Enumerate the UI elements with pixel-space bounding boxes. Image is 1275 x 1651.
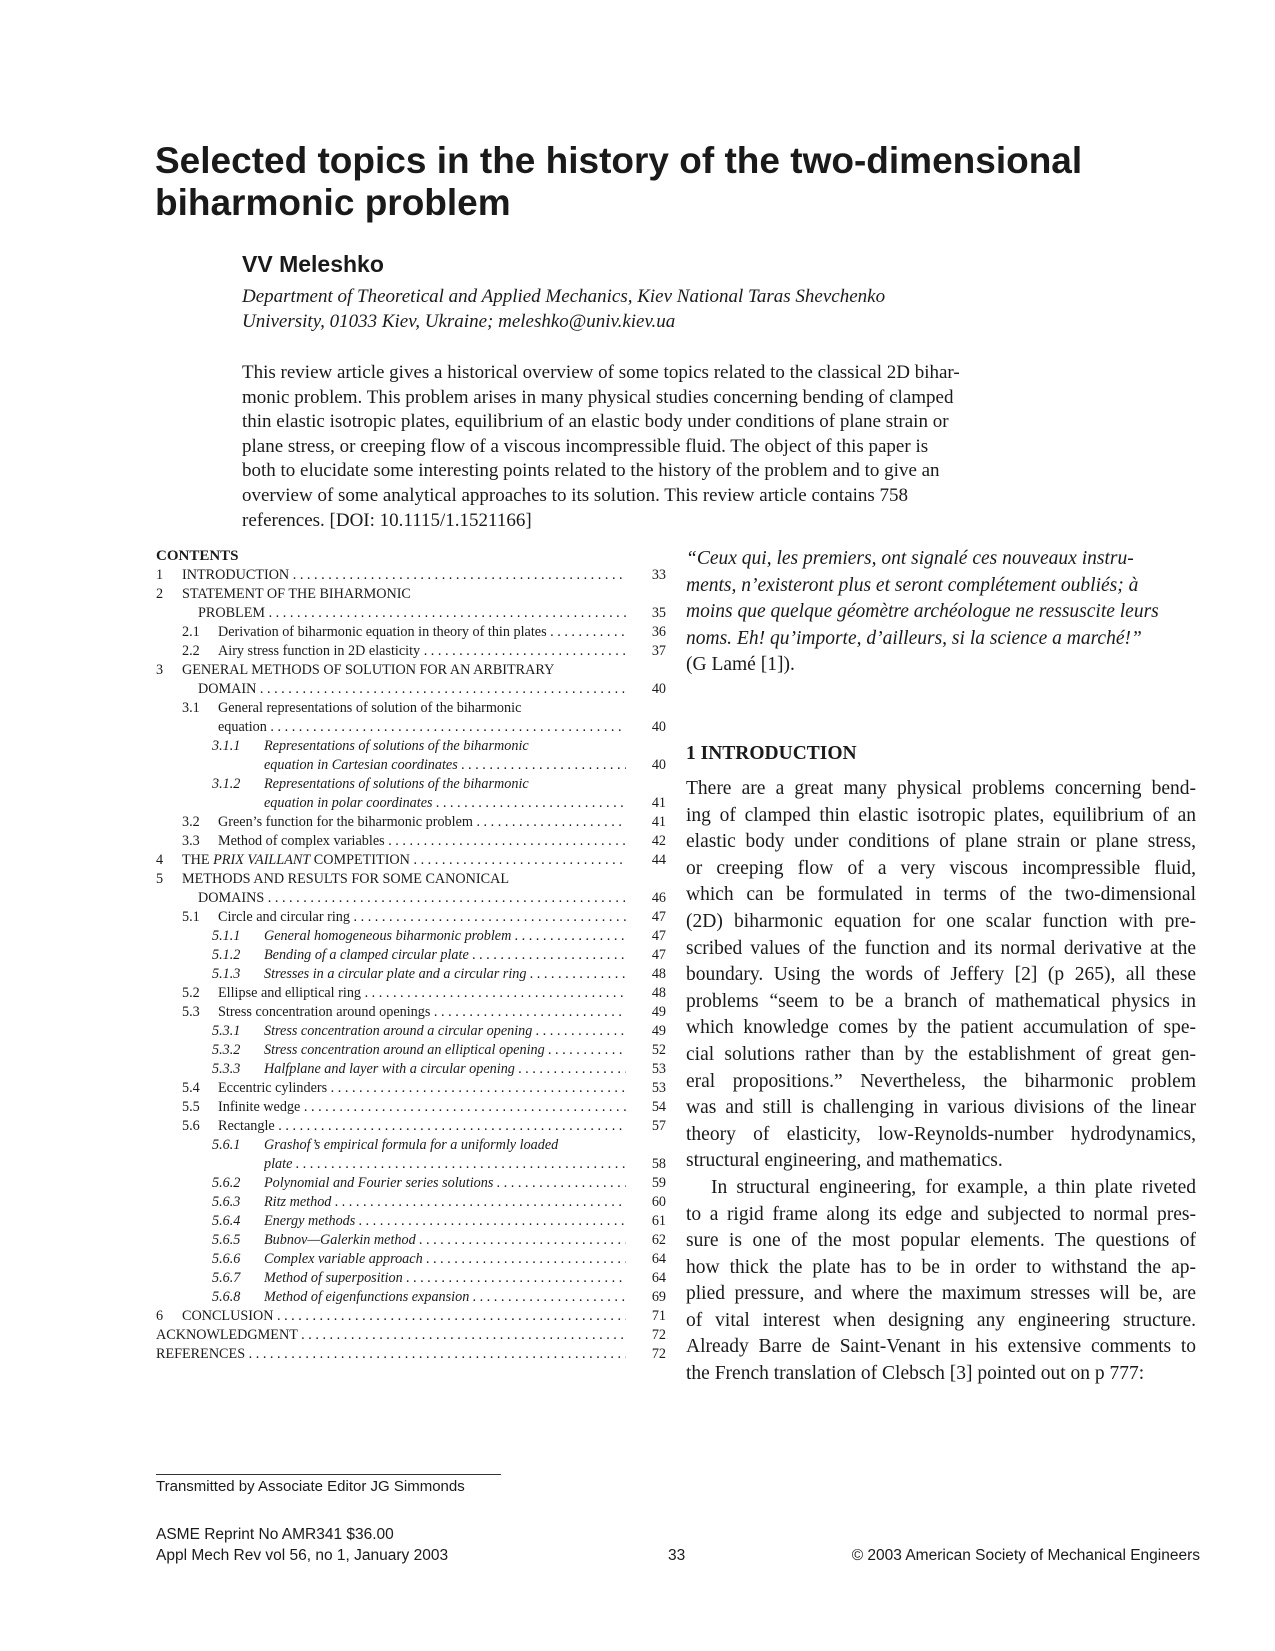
contents-entry-number: 5.6.2 — [212, 1175, 241, 1191]
contents-entry-page: 40 — [651, 757, 666, 773]
body-line: elastic body under conditions of plane strain or plane stress, — [686, 831, 1196, 853]
contents-entry-title: CONCLUSION . . . — [182, 1307, 626, 1326]
contents-entry-title: DOMAIN . . . — [198, 680, 626, 699]
contents-entry — [156, 984, 666, 1003]
contents-entry-page: 40 — [651, 681, 666, 697]
contents-entry-page: 40 — [651, 719, 666, 735]
author-affiliation — [242, 284, 1002, 334]
contents-entry-number: 5.3.3 — [212, 1061, 241, 1077]
contents-entry — [156, 851, 666, 870]
contents-entry — [156, 1174, 666, 1193]
contents-entry — [156, 1155, 666, 1174]
contents-entry-page: 49 — [651, 1004, 666, 1020]
contents-entry-page: 64 — [651, 1270, 666, 1286]
contents-entry — [156, 832, 666, 851]
page-number: 33 — [668, 1547, 686, 1564]
body-line: to a rigid frame along its edge and subjected to normal pres- — [686, 1203, 1196, 1225]
contents-entry-page: 33 — [651, 567, 666, 583]
contents-entry-page: 72 — [651, 1346, 666, 1362]
contents-entry — [156, 1079, 666, 1098]
article-title: Selected topics in the history of the two-dimensional biharmonic problem — [155, 140, 1083, 223]
contents-entry — [156, 699, 666, 718]
contents-entry-title: Ritz method . . . — [264, 1193, 626, 1212]
section-body — [686, 776, 1196, 1388]
contents-entry-page: 41 — [651, 814, 666, 830]
contents-entry-number: 5.6.1 — [212, 1137, 241, 1153]
reprint-info: ASME Reprint No AMR341 $36.00 — [156, 1526, 394, 1543]
contents-entry-title: Infinite wedge . . . — [218, 1098, 626, 1117]
contents-entry-title: General representations of solution of the biharmonic — [218, 700, 522, 716]
contents-entry — [156, 661, 666, 680]
contents-entry-title: Stress concentration around openings . . . — [218, 1003, 626, 1022]
contents-entry-page: 53 — [651, 1080, 666, 1096]
body-line: which can be formulated in terms of the two-dimensional — [686, 884, 1196, 906]
contents-entry-title: Stresses in a circular plate and a circular ring . . . — [264, 965, 626, 984]
contents-entry-page: 69 — [651, 1289, 666, 1305]
contents-entry-title: Polynomial and Fourier series solutions . . . — [264, 1174, 626, 1193]
contents-entry — [156, 1136, 666, 1155]
epigraph-line: noms. Eh! qu’importe, d’ailleurs, si la science a marché!” — [686, 627, 1142, 649]
contents-list — [156, 566, 666, 1364]
contents-entry — [156, 585, 666, 604]
contents-entry — [156, 1003, 666, 1022]
contents-entry-title: Green’s function for the biharmonic problem . . . — [218, 813, 626, 832]
contents-entry-title: Eccentric cylinders . . . — [218, 1079, 626, 1098]
contents-entry-title: Bending of a clamped circular plate . . . — [264, 946, 626, 965]
affiliation-line: Department of Theoretical and Applied Mechanics, Kiev National Taras Shevchenko — [242, 286, 886, 307]
author-name: VV Meleshko — [242, 251, 384, 277]
contents-entry-page: 62 — [651, 1232, 666, 1248]
contents-entry-number: 3.1.2 — [212, 776, 241, 792]
contents-entry-title: Stress concentration around an elliptical opening . . . — [264, 1041, 626, 1060]
contents-entry-number: 5.6.7 — [212, 1270, 241, 1286]
contents-entry — [156, 1041, 666, 1060]
contents-entry — [156, 642, 666, 661]
contents-entry — [156, 1022, 666, 1041]
affiliation-line: University, 01033 Kiev, Ukraine; meleshko@univ.kiev.ua — [242, 311, 676, 332]
contents-entry-number: 5.4 — [182, 1080, 200, 1096]
contents-entry — [156, 1326, 666, 1345]
contents-entry — [156, 1288, 666, 1307]
contents-entry — [156, 1098, 666, 1117]
contents-entry — [156, 566, 666, 585]
contents-entry-title: Method of superposition . . . — [264, 1269, 626, 1288]
contents-entry-number: 3.2 — [182, 814, 200, 830]
contents-entry-number: 5.3.1 — [212, 1023, 241, 1039]
contents-entry-number: 3.1.1 — [212, 738, 241, 754]
contents-entry-page: 64 — [651, 1251, 666, 1267]
contents-entry-page: 41 — [651, 795, 666, 811]
contents-entry-title: equation in Cartesian coordinates . . . — [264, 756, 626, 775]
contents-entry-number: 5.6.5 — [212, 1232, 241, 1248]
epigraph-line: “Ceux qui, les premiers, ont signalé ces nouveaux instru- — [686, 548, 1134, 569]
contents-entry-title: Representations of solutions of the biharmonic — [264, 738, 529, 754]
copyright-notice: © 2003 American Society of Mechanical Engineers — [851, 1547, 1200, 1564]
footnote-rule — [156, 1474, 501, 1475]
body-line: theory of elasticity, low-Reynolds-number hydrodynamics, — [686, 1123, 1196, 1145]
body-line: which knowledge comes by the patient accumulation of spe- — [686, 1017, 1196, 1039]
body-line: Already Barre de Saint-Venant in his extensive comments to — [686, 1336, 1196, 1358]
contents-entry — [156, 813, 666, 832]
contents-entry-page: 42 — [651, 833, 666, 849]
abstract — [242, 361, 1062, 533]
contents-entry-title: REFERENCES . . . — [156, 1345, 626, 1364]
body-line: problems “seem to be a branch of mathematical physics in — [686, 990, 1196, 1012]
abstract-line: plane stress, or creeping flow of a viscous incompressible fluid. The object of this paper is — [242, 435, 929, 457]
body-line: scribed values of the function and its normal derivative at the — [686, 937, 1196, 959]
contents-entry-title: ACKNOWLEDGMENT . . . — [156, 1326, 626, 1345]
contents-entry — [156, 889, 666, 908]
abstract-line: references. [DOI: 10.1115/1.1521166] — [242, 509, 532, 531]
contents-entry — [156, 604, 666, 623]
abstract-line: both to elucidate some interesting points related to the history of the problem and to give an — [242, 460, 940, 482]
contents-entry-number: 5 — [156, 871, 164, 887]
contents-entry-number: 5.1 — [182, 909, 200, 925]
contents-entry-number: 5.1.1 — [212, 928, 241, 944]
contents-entry-title: Stress concentration around a circular opening . . . — [264, 1022, 626, 1041]
contents-entry-number: 4 — [156, 852, 164, 868]
contents-entry — [156, 718, 666, 737]
contents-entry — [156, 1212, 666, 1231]
contents-entry-page: 47 — [651, 909, 666, 925]
contents-entry-page: 36 — [651, 624, 666, 640]
section-heading: 1 INTRODUCTION — [686, 743, 857, 764]
contents-entry-number: 5.6.6 — [212, 1251, 241, 1267]
contents-entry-title: Ellipse and elliptical ring . . . — [218, 984, 626, 1003]
body-line: boundary. Using the words of Jeffery [2] (p 265), all these — [686, 964, 1196, 986]
contents-entry — [156, 946, 666, 965]
contents-entry-page: 57 — [651, 1118, 666, 1134]
italic-phrase: PRIX VAILLANT — [213, 852, 311, 868]
epigraph-line: ments, n’existeront plus et seront complétement oubliés; à — [686, 574, 1139, 596]
contents-entry-page: 72 — [651, 1327, 666, 1343]
contents-entry-number: 2.2 — [182, 643, 200, 659]
contents-entry-title: GENERAL METHODS OF SOLUTION FOR AN ARBITRARY — [182, 662, 555, 678]
contents-entry-page: 44 — [651, 852, 666, 868]
body-line: sure is one of the most popular elements. The questions of — [686, 1230, 1196, 1252]
contents-entry — [156, 908, 666, 927]
body-line: eral propositions.” Nevertheless, the biharmonic problem — [686, 1070, 1196, 1092]
body-line: or creeping flow of a very viscous incompressible fluid, — [686, 857, 1196, 879]
contents-entry-title: INTRODUCTION . . . — [182, 566, 626, 585]
contents-entry-page: 71 — [651, 1308, 666, 1324]
contents-entry-number: 2 — [156, 586, 164, 602]
body-line: was and still is challenging in various divisions of the linear — [686, 1097, 1196, 1119]
contents-entry-number: 5.6.4 — [212, 1213, 241, 1229]
contents-entry-number: 3.3 — [182, 833, 200, 849]
contents-entry-number: 6 — [156, 1308, 164, 1324]
contents-entry-title: THE PRIX VAILLANT COMPETITION . . . — [182, 851, 626, 870]
body-line: There are a great many physical problems concerning bend- — [686, 778, 1196, 799]
contents-entry-number: 5.3.2 — [212, 1042, 241, 1058]
contents-entry-page: 49 — [651, 1023, 666, 1039]
contents-entry-title: Halfplane and layer with a circular opening . . . — [264, 1060, 626, 1079]
contents-entry-page: 54 — [651, 1099, 666, 1115]
contents-entry-title: Circle and circular ring . . . — [218, 908, 626, 927]
contents-entry-number: 5.5 — [182, 1099, 200, 1115]
contents-entry-number: 2.1 — [182, 624, 200, 640]
contents-entry-number: 5.1.2 — [212, 947, 241, 963]
contents-entry-page: 59 — [651, 1175, 666, 1191]
contents-entry-title: Airy stress function in 2D elasticity . . . — [218, 642, 626, 661]
contents-entry — [156, 927, 666, 946]
contents-entry — [156, 1231, 666, 1250]
contents-entry — [156, 775, 666, 794]
contents-entry-title: Derivation of biharmonic equation in theory of thin plates . . . — [218, 623, 626, 642]
contents-entry-number: 3.1 — [182, 700, 200, 716]
contents-heading: CONTENTS — [156, 548, 239, 564]
abstract-line: overview of some analytical approaches to its solution. This review article contains 758 — [242, 484, 909, 506]
contents-entry-page: 35 — [651, 605, 666, 621]
contents-entry-title: Method of eigenfunctions expansion . . . — [264, 1288, 626, 1307]
contents-entry-title: General homogeneous biharmonic problem . . . — [264, 927, 626, 946]
contents-entry-number: 5.3 — [182, 1004, 200, 1020]
contents-entry-title: DOMAINS . . . — [198, 889, 626, 908]
contents-entry — [156, 680, 666, 699]
contents-entry-number: 5.6 — [182, 1118, 200, 1134]
contents-entry-number: 5.1.3 — [212, 966, 241, 982]
contents-entry — [156, 1269, 666, 1288]
contents-entry-title: Energy methods . . . — [264, 1212, 626, 1231]
contents-entry-title: equation . . . — [218, 718, 626, 737]
contents-entry-title: Rectangle . . . — [218, 1117, 626, 1136]
contents-entry-page: 61 — [651, 1213, 666, 1229]
contents-entry — [156, 870, 666, 889]
contents-entry-title: STATEMENT OF THE BIHARMONIC — [182, 586, 411, 602]
contents-entry — [156, 1117, 666, 1136]
contents-entry-number: 1 — [156, 567, 164, 583]
contents-entry-page: 60 — [651, 1194, 666, 1210]
contents-entry-number: 5.6.3 — [212, 1194, 241, 1210]
contents-entry-page: 47 — [651, 928, 666, 944]
body-line: how thick the plate has to be in order to withstand the ap- — [686, 1256, 1196, 1278]
contents-entry-page: 37 — [651, 643, 666, 659]
contents-entry-title: METHODS AND RESULTS FOR SOME CANONICAL — [182, 871, 510, 887]
contents-entry — [156, 1060, 666, 1079]
contents-entry — [156, 794, 666, 813]
contents-entry-title: PROBLEM . . . — [198, 604, 626, 623]
body-line: structural engineering, and mathematics. — [686, 1150, 1003, 1172]
abstract-line: thin elastic isotropic plates, equilibrium of an elastic body under conditions of plane strain or — [242, 411, 949, 433]
contents-entry-number: 5.2 — [182, 985, 200, 1001]
body-line: the French translation of Clebsch [3] pointed out on p 777: — [686, 1363, 1145, 1385]
body-line: In structural engineering, for example, a thin plate riveted — [711, 1176, 1196, 1198]
contents-entry — [156, 623, 666, 642]
epigraph-line: moins que quelque géomètre archéologue ne ressuscite leurs — [686, 601, 1159, 622]
contents-entry — [156, 737, 666, 756]
contents-entry-number: 5.6.8 — [212, 1289, 241, 1305]
contents-entry-title: equation in polar coordinates . . . — [264, 794, 626, 813]
body-line: (2D) biharmonic equation for one scalar function with pre- — [686, 910, 1196, 932]
contents-entry-title: Complex variable approach . . . — [264, 1250, 626, 1269]
transmitted-note: Transmitted by Associate Editor JG Simmonds — [156, 1478, 465, 1495]
contents-entry-page: 58 — [651, 1156, 666, 1172]
contents-entry-number: 3 — [156, 662, 164, 678]
contents-entry — [156, 1307, 666, 1326]
epigraph — [686, 546, 1196, 679]
contents-entry — [156, 1250, 666, 1269]
abstract-line: This review article gives a historical overview of some topics related to the classical 2D bihar- — [242, 362, 960, 383]
contents-entry-page: 52 — [651, 1042, 666, 1058]
contents-entry-title: Bubnov—Galerkin method . . . — [264, 1231, 626, 1250]
contents-entry — [156, 1193, 666, 1212]
epigraph-attribution: (G Lamé [1]). — [686, 654, 795, 675]
abstract-line: monic problem. This problem arises in many physical studies concerning bending of clamped — [242, 386, 954, 408]
contents-entry-page: 46 — [651, 890, 666, 906]
contents-entry-page: 53 — [651, 1061, 666, 1077]
journal-citation: Appl Mech Rev vol 56, no 1, January 2003 — [156, 1547, 449, 1564]
contents-entry-title: plate . . . — [264, 1155, 626, 1174]
body-line: ing of clamped thin elastic isotropic plates, equilibrium of an — [686, 804, 1196, 826]
contents-entry-page: 48 — [651, 966, 666, 982]
contents-entry — [156, 965, 666, 984]
contents-entry-title: Grashof’s empirical formula for a uniformly loaded — [264, 1137, 559, 1153]
contents-entry — [156, 1345, 666, 1364]
contents-entry-title: Method of complex variables . . . — [218, 832, 626, 851]
body-line: plied pressure, and where the maximum stresses will be, are — [686, 1283, 1196, 1305]
contents-entry-title: Representations of solutions of the biharmonic — [264, 776, 529, 792]
table-of-contents — [156, 547, 666, 1364]
body-line: of vital interest when designing any engineering structure. — [686, 1309, 1196, 1331]
contents-entry-page: 48 — [651, 985, 666, 1001]
contents-entry-page: 47 — [651, 947, 666, 963]
body-line: cial solutions rather than by the establishment of great gen- — [686, 1043, 1196, 1065]
contents-entry — [156, 756, 666, 775]
